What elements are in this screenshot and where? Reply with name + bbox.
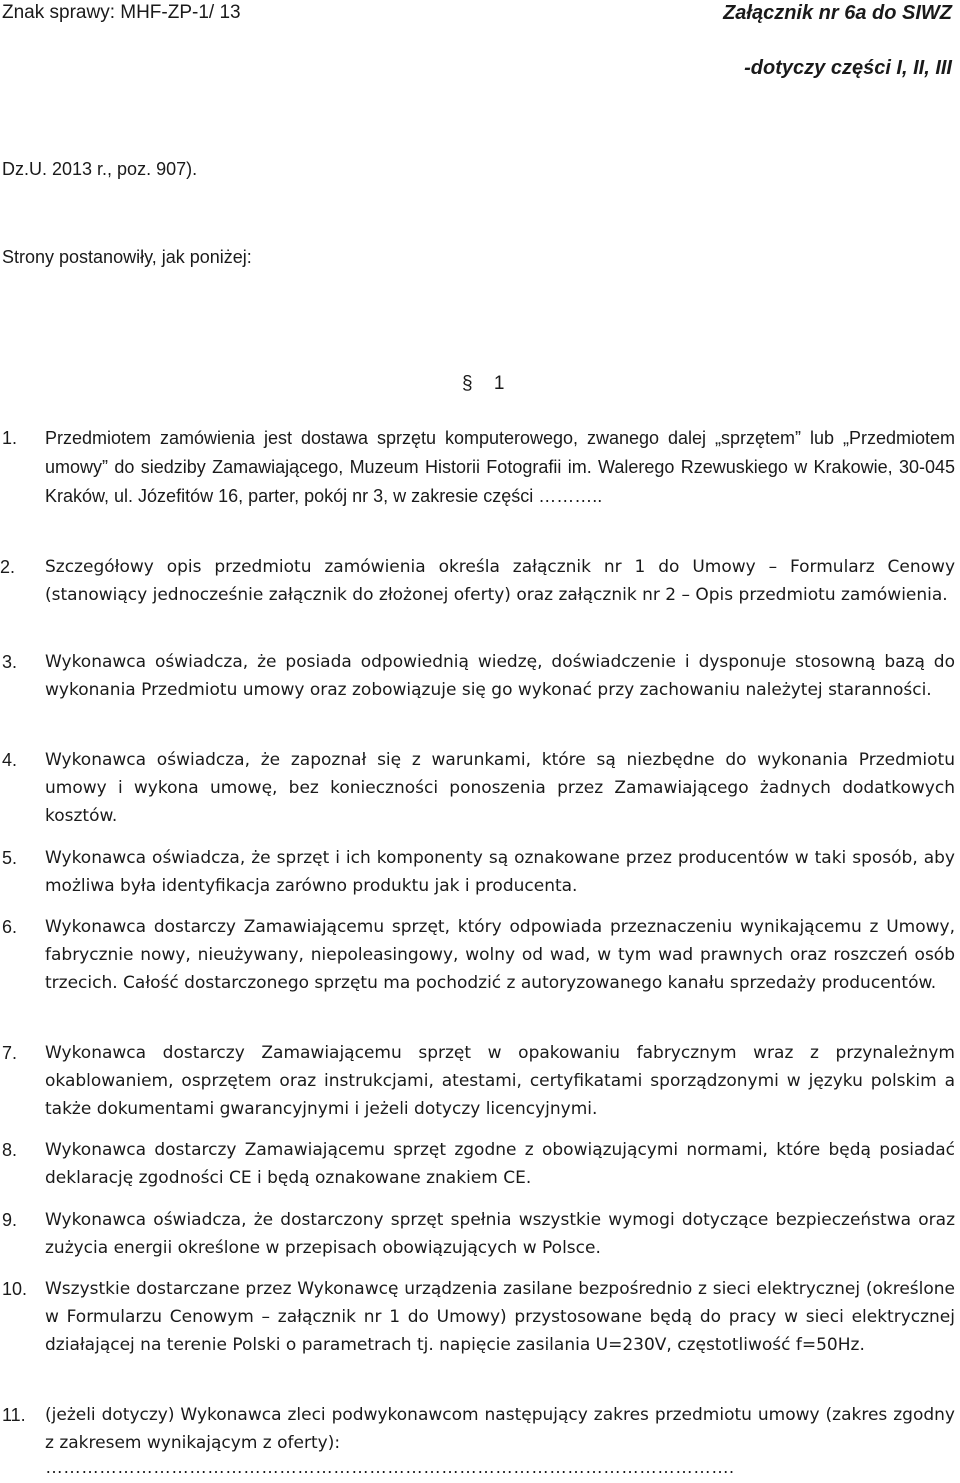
intro-legal-reference: Dz.U. 2013 r., poz. 907). xyxy=(2,159,198,179)
item-number: 11. xyxy=(2,1405,26,1425)
item-number: 3. xyxy=(2,652,18,672)
item-number: 7. xyxy=(2,1043,18,1063)
item-number: 4. xyxy=(2,750,18,770)
item-text: Wykonawca oświadcza, że posiada odpowiednią wiedzę, doświadczenie i dysponuje stosowną bazą do wykonania Przedmiotu umowy oraz zobowiązuje się go wykonać przy zachowaniu należytej staranności. xyxy=(45,652,955,700)
item-text: Wykonawca dostarczy Zamawiającemu sprzęt zgodne z obowiązującymi normami, które będą posiadać deklarację zgodności CE i będą oznakowane znakiem CE. xyxy=(45,1140,955,1188)
item-number: 9. xyxy=(2,1210,18,1230)
item-number: 2. xyxy=(0,557,16,577)
item-text: Szczegółowy opis przedmiotu zamówienia określa załącznik nr 1 do Umowy – Formularz Cenowy (stanowiący jednocześnie załącznik do złożonej oferty) oraz załącznik nr 2 – Opis przedmiotu zamówienia. xyxy=(45,557,955,605)
item-text: Wszystkie dostarczane przez Wykonawcę urządzenia zasilane bezpośrednio z sieci elektrycznej (określone w Formularzu Cenowym – załącznik nr 1 do Umowy) przystosowane będą do pracy w sieci elektrycznej działającej na terenie Polski o parametrach tj. napięcie zasilania U=230V, częstotliwość f=50Hz. xyxy=(45,1279,955,1355)
item-text: Wykonawca dostarczy Zamawiającemu sprzęt w opakowaniu fabrycznym wraz z przynależnym okablowaniem, osprzętem oraz instrukcjami, atestami, certyfikatami sporządzonymi w języku polskim a także dokumentami gwarancyjnymi i jeżeli dotyczy licencyjnymi. xyxy=(45,1043,955,1119)
item-number: 8. xyxy=(2,1140,18,1160)
item-text: (jeżeli dotyczy) Wykonawca zleci podwykonawcom następujący zakres przedmiotu umowy (zakres zgodny z zakresem wynikającym z oferty): xyxy=(45,1405,955,1453)
item-text: Przedmiotem zamówienia jest dostawa sprzętu komputerowego, zwanego dalej „sprzętem” lub „Przedmiotem umowy” do siedziby Zamawiającego, Muzeum Historii Fotografii im. Walerego Rzewuskiego w Krakowie, 30-045 Kraków, ul. Józefitów 16, parter, pokój nr 3, w zakresie części ……….. xyxy=(45,428,955,506)
attachment-scope: -dotyczy części I, II, III xyxy=(744,57,952,79)
attachment-title: Załącznik nr 6a do SIWZ xyxy=(723,2,952,24)
case-number: Znak sprawy: MHF-ZP-1/ 13 xyxy=(2,2,241,23)
intro-parties-statement: Strony postanowiły, jak poniżej: xyxy=(2,247,252,267)
item-text: Wykonawca oświadcza, że dostarczony sprzęt spełnia wszystkie wymogi dotyczące bezpieczeństwa oraz zużycia energii określone w przepisach obowiązujących w Polsce. xyxy=(45,1210,955,1258)
item-number: 6. xyxy=(2,917,18,937)
item-number: 1. xyxy=(2,428,18,448)
item-number: 10. xyxy=(2,1279,28,1299)
section-heading: § 1 xyxy=(462,373,513,394)
item-text: Wykonawca oświadcza, że sprzęt i ich komponenty są oznakowane przez producentów w taki sposób, aby możliwa była identyfikacja zarówno produktu jak i producenta. xyxy=(45,848,955,896)
fill-in-dotted-line: ……………………………………………………………………………………………………. xyxy=(45,1457,735,1477)
item-text: Wykonawca dostarczy Zamawiającemu sprzęt, który odpowiada przeznaczeniu wynikającemu z Umowy, fabrycznie nowy, nieużywany, niepoleasingowy, wolny od wad, w tym wad prawnych oraz roszczeń osób trzecich. Całość dostarczonego sprzętu ma pochodzić z autoryzowanego kanału sprzedaży producentów. xyxy=(45,917,955,993)
item-text: Wykonawca oświadcza, że zapoznał się z warunkami, które są niezbędne do wykonania Przedmiotu umowy i wykona umowę, bez konieczności ponoszenia przez Zamawiającego żadnych dodatkowych kosztów. xyxy=(45,750,955,826)
item-number: 5. xyxy=(2,848,18,868)
